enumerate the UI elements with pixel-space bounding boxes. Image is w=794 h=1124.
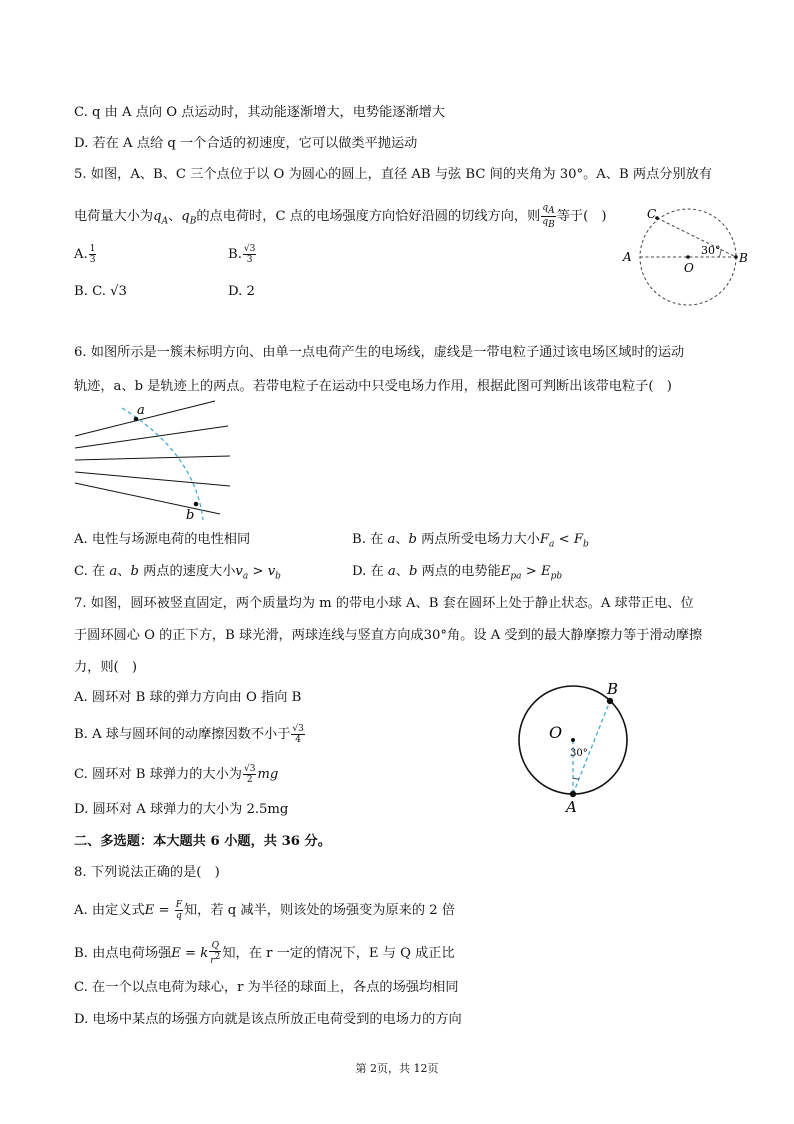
q6-label-a: a xyxy=(137,403,145,418)
q5-label-a: A xyxy=(623,250,632,264)
q7-ball-a xyxy=(570,791,576,797)
q7-option-c: C. 圆环对 B 球弹力的大小为 $\frac{√3}{2}$ mg xyxy=(74,764,279,785)
q6-field-line-4 xyxy=(75,472,230,486)
q5-stem-mid: 的点电荷时，C 点的电场强度方向恰好沿圆的切线方向，则 xyxy=(196,208,541,224)
q5-option-a: A. $\frac{1}{3}$ xyxy=(74,244,96,265)
q5-option-c: B. C. √3 xyxy=(74,284,127,299)
q7-stem-line3: 力，则( ) xyxy=(74,660,138,675)
q7-label-a: A xyxy=(566,798,577,816)
q7-label-b: B xyxy=(607,680,619,698)
q5-label-o: O xyxy=(684,261,694,275)
q6-option-c: C. 在 a、b 两点的速度大小$v_a > v_b$ xyxy=(74,564,281,582)
q6-stem-line2: 轨迹，a、b 是轨迹上的两点。若带电粒子在运动中只受电场力作用，根据此图可判断出该带电粒子( ) xyxy=(74,379,672,394)
q7-label-o: O xyxy=(549,723,563,742)
q5-option-d: D. 2 xyxy=(228,284,255,299)
q4-option-c: C. q 由 A 点向 O 点运动时，其动能逐渐增大，电势能逐渐增大 xyxy=(74,105,446,120)
q8-option-c: C. 在一个以点电荷为球心，r 为半径的球面上，各点的场强均相同 xyxy=(74,980,459,995)
q5-point-o xyxy=(686,255,690,259)
q5-point-b xyxy=(734,255,738,259)
section-multiple-choice-heading: 二、多选题：本大题共 6 小题，共 36 分。 xyxy=(74,834,331,849)
q8-stem: 8. 下列说法正确的是( ) xyxy=(74,865,220,880)
q8-option-b: B. 由点电荷场强E = k $\frac{Q}{r^2}$ 知，在 r 一定的情况下，E 与 Q 成正比 xyxy=(74,941,455,966)
q5-label-b: B xyxy=(739,251,748,265)
q6-figure xyxy=(70,398,240,523)
q4-option-d: D. 若在 A 点给 q 一个合适的初速度，它可以做类平抛运动 xyxy=(74,136,418,151)
q5-chord-bc xyxy=(657,218,736,257)
q6-point-b xyxy=(194,502,199,507)
q6-option-a: A. 电性与场源电荷的电性相同 xyxy=(74,532,251,547)
q7-label-angle: 30° xyxy=(570,748,588,759)
q5-ratio-fraction: $\frac{q_A}{q_B}$ xyxy=(542,203,555,230)
q6-label-b: b xyxy=(186,508,195,523)
q5-label-c: C xyxy=(647,207,657,221)
q7-figure xyxy=(500,672,650,822)
q5-stem-post: 等于( ) xyxy=(556,208,607,224)
q7-option-b: B. A 球与圆环间的动摩擦因数不小于 $\frac{√3}{4}$ xyxy=(74,724,304,745)
q5-figure xyxy=(615,200,765,310)
q5-stem-pre: 电荷量大小为 xyxy=(74,208,154,224)
q5-option-b: B. $\frac{√3}{3}$ xyxy=(228,244,256,265)
q5-label-angle: 30° xyxy=(701,244,721,257)
q5-stem-line2: 电荷量大小为$q_A$、$q_B$的点电荷时，C 点的电场强度方向恰好沿圆的切线方向，则 $\frac{q_A}{q_B}$ 等于( ) xyxy=(74,203,607,230)
q6-trajectory xyxy=(122,408,203,520)
page-footer: 第 2页，共 12页 xyxy=(355,1062,439,1075)
q6-stem-line1: 6. 如图所示是一簇未标明方向、由单一点电荷产生的电场线，虚线是一带电粒子通过该电场区域时的运动 xyxy=(74,345,685,360)
q7-center-o xyxy=(571,738,575,742)
q5-stem-line1: 5. 如图，A、B、C 三个点位于以 O 为圆心的圆上，直径 AB 与弦 BC 间的夹角为 30°。A、B 两点分别放有 xyxy=(74,167,713,182)
q6-option-b: B. 在 a、b 两点所受电场力大小$F_a < F_b$ xyxy=(352,532,589,550)
q7-option-d: D. 圆环对 A 球弹力的大小为 2.5mg xyxy=(74,802,289,817)
q6-option-d: D. 在 a、b 两点的电势能$E_{pa} > E_{pb}$ xyxy=(352,564,563,582)
q7-option-a: A. 圆环对 B 球的弹力方向由 O 指向 B xyxy=(74,690,302,705)
q7-stem-line2: 于圆环圆心 O 的正下方，B 球光滑，两球连线与竖直方向成30°角。设 A 受到的最大静摩擦力等于滑动摩擦 xyxy=(74,628,703,643)
q7-stem-line1: 7. 如图，圆环被竖直固定，两个质量均为 m 的带电小球 A、B 套在圆环上处于静止状态。A 球带正电、位 xyxy=(74,596,694,611)
q7-angle-arc xyxy=(573,778,579,779)
q6-field-line-3 xyxy=(75,456,230,460)
q8-option-d: D. 电场中某点的场强方向就是该点所放正电荷受到的电场力的方向 xyxy=(74,1012,462,1027)
q8-option-a: A. 由定义式E = $\frac{F}{q}$ 知，若 q 减半，则该处的场强变为原来的 2 倍 xyxy=(74,900,455,921)
q7-ball-b xyxy=(607,698,613,704)
